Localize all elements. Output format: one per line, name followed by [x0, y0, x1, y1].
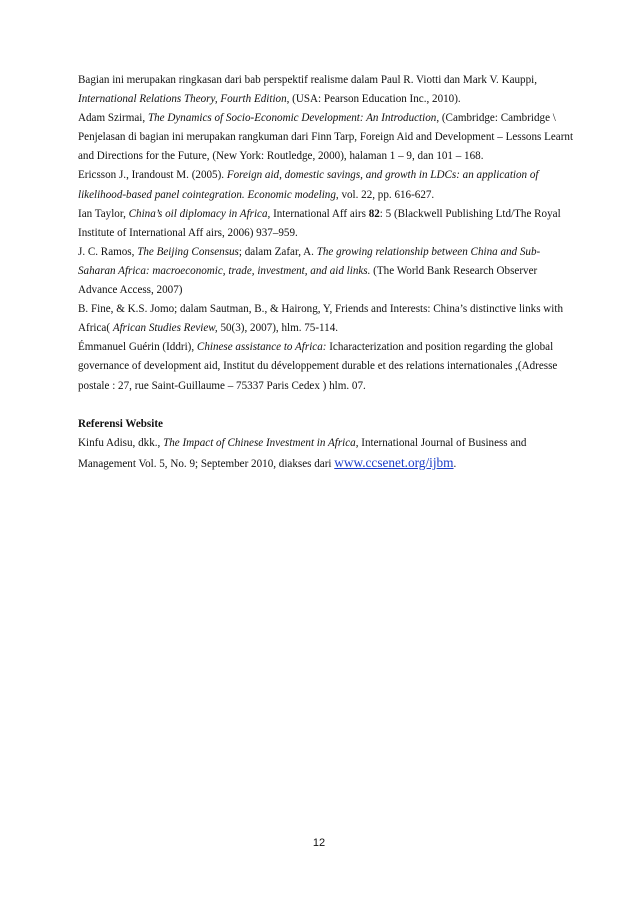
reference-line [78, 300, 568, 319]
text-run: Adam Szirmai, [78, 112, 148, 125]
website-link[interactable]: www.ccsenet.org/ijbm [334, 454, 454, 470]
text-run: , (USA: Pearson Education Inc., 2010). [286, 93, 461, 106]
text-run: International Aff airs [270, 207, 369, 220]
text-run: governance of development aid, Institut du développement durable et des relations internationales ,(Adresse [78, 360, 558, 373]
text-run: : 5 (Blackwell Publishing Ltd/The Royal [379, 207, 561, 220]
bibliography-body [78, 71, 574, 472]
text-run: 50(3), 2007), hlm. 75-114. [217, 322, 339, 335]
text-run: Ian Taylor, [78, 207, 129, 220]
text-run: Africa( [78, 322, 113, 335]
text-run: , International Journal of Business and [355, 436, 527, 449]
italic-text: The growing relationship between China and Sub- [316, 245, 541, 258]
reference-line [78, 281, 568, 300]
text-run: Icharacterization and position regarding the global [326, 341, 554, 354]
italic-text: International Relations Theory, Fourth Edition [78, 93, 287, 106]
reference-line [78, 377, 568, 396]
italic-text: The Beijing Consensus [137, 245, 239, 258]
website-reference-list [78, 434, 568, 472]
text-run: . [453, 457, 457, 470]
italic-text: The Dynamics of Socio-Economic Development: An Introduction [147, 112, 437, 125]
text-run: Advance Access, 2007) [78, 284, 183, 297]
page-number: 12 [312, 837, 326, 849]
text-run: , (Cambridge: Cambridge \ [436, 112, 556, 125]
reference-line [78, 147, 568, 166]
reference-line [78, 128, 574, 147]
reference-line [78, 205, 568, 224]
text-run: Bagian ini merupakan ringkasan dari bab perspektif realisme dalam Paul R. Viotti dan Mark V. Kauppi, [78, 74, 538, 86]
text-run: Institute of International Aff airs, 2006) 937–959. [78, 226, 298, 239]
italic-text: Chinese assistance to Africa: [196, 341, 327, 354]
text-run: Management Vol. 5, No. 9; September 2010, diakses dari [78, 457, 335, 470]
reference-list [78, 71, 574, 396]
website-reference-line [78, 453, 568, 472]
text-run: B. Fine, & K.S. Jomo; dalam Sautman, B., & Hairong, Y, Friends and Interests: China’s distinctive links with [78, 303, 564, 316]
text-run: , vol. 22, pp. 616-627. [335, 188, 435, 201]
reference-line [78, 224, 568, 243]
italic-text: Foreign aid, domestic savings, and growth in LDCs: an application of [226, 169, 539, 182]
section-gap [78, 396, 568, 415]
reference-line [78, 262, 568, 281]
reference-line [78, 357, 568, 376]
reference-line [78, 186, 568, 205]
website-section-heading: Referensi Website [78, 417, 163, 430]
text-run: (The World Bank Research Observer [370, 264, 538, 277]
text-run: and Directions for the Future, (New York: Routledge, 2000), halaman 1 – 9, dan 101 – 168. [78, 150, 484, 163]
italic-text: African Studies Review, [112, 322, 218, 335]
italic-text: Saharan Africa: macroeconomic, trade, investment, and aid links. [78, 264, 371, 277]
text-run: Kinfu Adisu, dkk., [78, 436, 164, 449]
reference-line [78, 166, 568, 185]
bold-text: 82 [368, 207, 380, 220]
italic-text: The Impact of Chinese Investment in Africa [163, 436, 356, 449]
reference-line [78, 319, 568, 338]
reference-line [78, 90, 568, 109]
italic-text: likelihood-based panel cointegration. Economic modeling [78, 188, 336, 201]
reference-line [78, 71, 568, 90]
reference-line [78, 243, 568, 262]
website-reference-line [78, 434, 568, 453]
text-run: postale : 27, rue Saint-Guillaume – 75337 Paris Cedex ) hlm. 07. [78, 379, 366, 392]
reference-line [78, 338, 568, 357]
text-run: Émmanuel Guérin (Iddri), [78, 341, 197, 354]
text-run: J. C. Ramos, [78, 245, 138, 258]
text-run: Ericsson J., Irandoust M. (2005). [78, 169, 227, 182]
text-run: Penjelasan di bagian ini merupakan rangkuman dari Finn Tarp, Foreign Aid and Development – Lessons Learnt [78, 131, 574, 144]
reference-line [78, 109, 568, 128]
italic-text: China’s oil diplomacy in Africa, [128, 207, 271, 220]
text-run: ; dalam Zafar, A. [238, 245, 317, 258]
